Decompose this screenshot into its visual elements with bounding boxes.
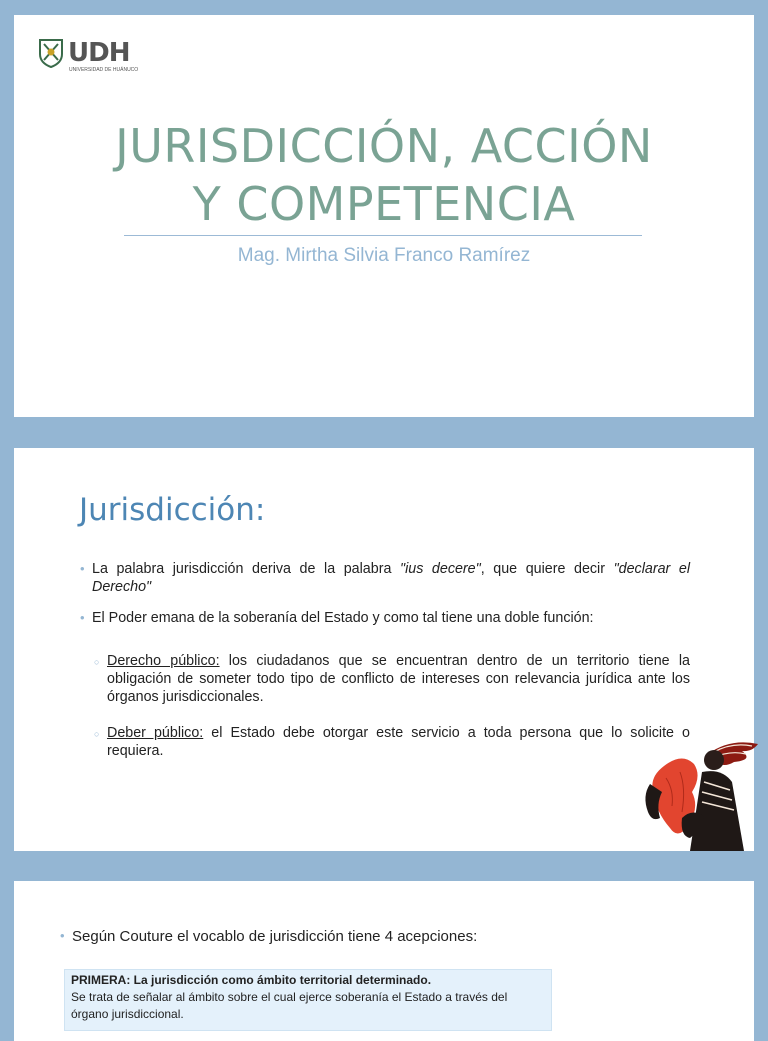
slide-jurisdiccion [14,448,754,851]
bullet-italic: "declarar el Derecho" [92,561,691,595]
slide-acepciones [14,881,754,1041]
sub-bullet-text: los ciudadanos que se encuentran dentro de un territorio tiene la obligación de someter todo tipo de conflicto de intereses con relevancia jurídica ante los órganos jurisdiccionales. [107,653,690,705]
bullet-italic: "ius decere" [400,561,481,577]
title-line-2: Y COMPETENCIA [192,177,576,231]
box-title: PRIMERA: La jurisdicción como ámbito territorial determinado. [71,973,432,987]
slide-heading: Jurisdicción: [79,492,266,528]
sub-bullet-text: el Estado debe otorgar este servicio a toda persona que lo solicite o requiera. [107,725,690,759]
logo-text: UDH [68,38,130,68]
logo-subtext: UNIVERSIDAD DE HUÁNUCO [69,67,139,73]
shield-icon [38,38,64,68]
bullet-item: • El Poder emana de la soberanía del Estado y como tal tiene una doble función: [80,609,690,627]
definition-box [64,969,552,1031]
bullet-text: , que quiere decir [480,561,614,577]
bullet-item [80,560,690,596]
woman-holding-map-illustration [630,738,762,851]
university-logo [38,37,139,73]
sub-bullet-item [80,724,690,760]
title-divider [124,235,642,236]
bullet-item: • Según Couture el vocablo de jurisdicción tiene 4 acepciones: [60,928,477,945]
bullet-list [80,560,690,778]
sub-bullet-label: Deber público: [107,725,204,741]
title-line-1: JURISDICCIÓN, ACCIÓN [115,119,653,173]
author-name: Mag. Mirtha Silvia Franco Ramírez [237,245,531,266]
sub-bullet-list [80,652,690,760]
box-text: Se trata de señalar al ámbito sobre el cual ejerce soberanía el Estado a través del órgano jurisdiccional. [71,990,508,1021]
sub-bullet-label: Derecho público: [107,653,220,669]
slide-title-text [14,117,754,233]
slide-title [14,15,754,417]
sub-bullet-item [80,652,690,706]
bullet-text: La palabra jurisdicción deriva de la palabra [92,561,400,577]
